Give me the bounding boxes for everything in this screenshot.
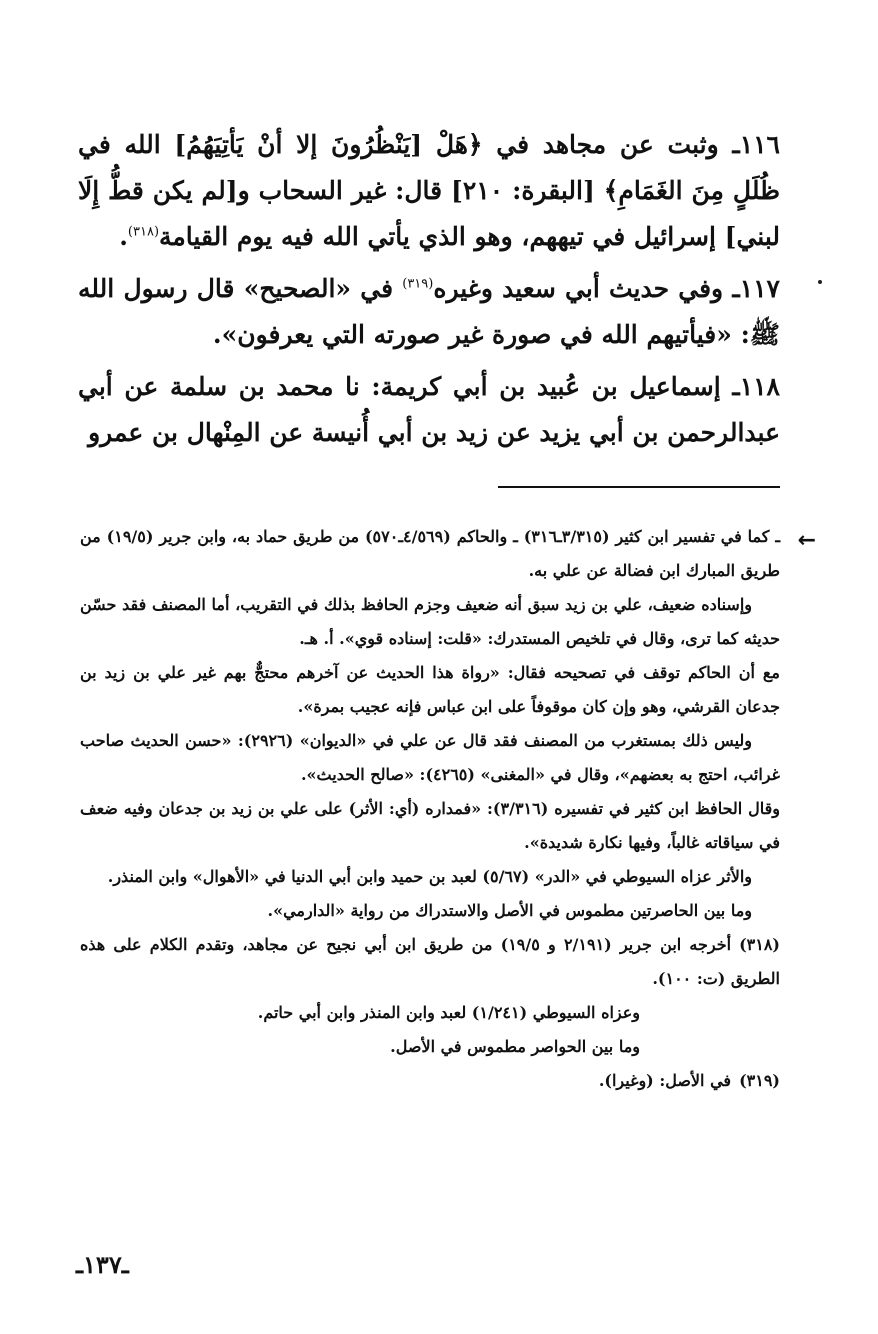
footnote-line: وليس ذلك بمستغرب من المصنف فقد قال عن علي في «الديوان» (٢٩٢٦): «حسن الحديث صاحب غرائب، احتج به بعضهم»، وقال في «المغنى» (٤٢٦٥): «صالح الحديث». xyxy=(80,731,780,784)
footnote-ref[interactable]: (٣١٩) xyxy=(402,276,434,292)
paragraph-tail: في «الصحيح» قال رسول الله ﷺ: «فيأتيهم الله في صورة غير صورته التي يعرفون». xyxy=(78,274,780,349)
paragraph-118 xyxy=(78,364,780,456)
paragraph-tail: . xyxy=(119,222,128,251)
paragraph-number: ١١٦ـ xyxy=(732,130,780,159)
page-number: ـ١٣٧ـ xyxy=(76,1250,129,1279)
footnote-continuation xyxy=(80,520,816,928)
footnote-line: وما بين الحواصر مطموس في الأصل. xyxy=(390,1037,640,1056)
paragraph-number: ١١٨ـ xyxy=(732,372,780,401)
footnote-line: (٣١٨)أخرجه ابن جرير (٢/١٩١ و ١٩/٥) من طريق ابن أبي نجيح عن مجاهد، وتقدم الكلام على هذه الطريق (ت: ١٠٠). xyxy=(80,928,780,996)
footnote-separator xyxy=(498,486,780,488)
paragraph-117 xyxy=(78,266,780,358)
footnote-line: (٣١٩)في الأصل: (وغيرا). xyxy=(80,1064,780,1098)
margin-mark xyxy=(818,280,822,284)
footnote-line: والأثر عزاه السيوطي في «الدر» (٥/٦٧) لعبد بن حميد وابن أبي الدنيا في «الأهوال» وابن المنذر. xyxy=(107,867,752,886)
footnote-318 xyxy=(80,928,780,1064)
footnote-line: وعزاه السيوطي (١/٢٤١) لعبد وابن المنذر وابن أبي حاتم. xyxy=(257,1003,640,1022)
footnote-319 xyxy=(80,1064,780,1098)
paragraph-number: ١١٧ـ xyxy=(732,274,780,303)
footnotes xyxy=(80,520,816,1098)
footnote-line: مع أن الحاكم توقف في تصحيحه فقال: «رواة هذا الحديث عن آخرهم محتجٌّ بهم غير علي بن زيد بن جدعان القرشي، وهو وإن كان موقوفاً على ابن عباس فإنه عجيب بمرة». xyxy=(80,663,780,716)
footnote-label: (٣١٩) xyxy=(739,1071,780,1090)
paragraph-text: إسماعيل بن عُبيد بن أبي كريمة: نا محمد بن سلمة عن أبي عبدالرحمن بن أبي يزيد عن زيد بن أبي أُنيسة عن المِنْهال بن عمرو xyxy=(78,372,780,447)
footnote-line: وإسناده ضعيف، علي بن زيد سبق أنه ضعيف وجزم الحافظ بذلك في التقريب، أما المصنف فقد حسّن حديثه كما ترى، وقال في تلخيص المستدرك: «قلت: إسناده قوي». أ. هـ. xyxy=(80,595,780,648)
paragraph-text: وفي حديث أبي سعيد وغيره xyxy=(433,274,724,303)
footnote-ref[interactable]: (٣١٨) xyxy=(127,224,160,240)
continuation-arrow-icon: ← xyxy=(797,528,816,553)
footnote-line: وقال الحافظ ابن كثير في تفسيره (٣/٣١٦): «فمداره (أي: الأثر) على علي بن زيد بن جدعان وفيه ضعف في سياقاته غالباً، وفيها نكارة شديدة». xyxy=(80,799,781,852)
paragraph-text: وثبت عن مجاهد في ﴿هَلْ [يَنْظُرُونَ إلا أنْ يَأتِيَهُمُ] الله في ظُلَلٍ مِنَ الغَمَامِ﴾ [البقرة: ٢١٠] قال: غير السحاب و[لم يكن قطُّ إِلَا لبني] إسرائيل في تيههم، وهو الذي يأتي الله فيه يوم القيامة xyxy=(78,130,780,251)
footnote-line: ـ كما في تفسير ابن كثير (٣/٣١٥ـ٣١٦) ـ والحاكم (٤/٥٦٩ـ٥٧٠) من طريق حماد به، وابن جرير (١٩/٥) من طريق المبارك ابن فضالة عن علي به. xyxy=(80,527,781,580)
footnote-line: وما بين الحاصرتين مطموس في الأصل والاستدراك من رواية «الدارمي». xyxy=(267,901,752,920)
paragraph-116 xyxy=(78,122,780,260)
footnote-label: (٣١٨) xyxy=(739,935,780,954)
main-text xyxy=(78,122,780,462)
